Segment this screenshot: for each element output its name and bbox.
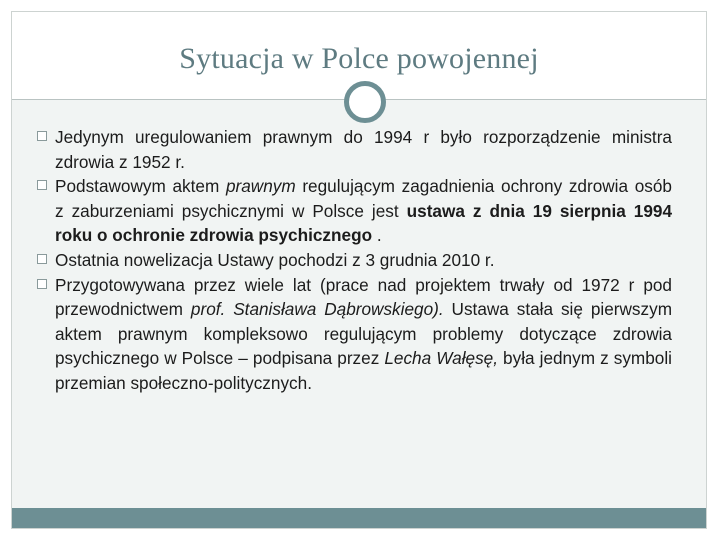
bullet-list <box>37 125 672 396</box>
square-bullet-icon <box>37 131 47 141</box>
bullet-text: Podstawowym aktem <box>55 176 226 197</box>
circle-ring-icon <box>344 81 386 123</box>
footer-bar <box>12 508 706 528</box>
bullet-text-bold: ustawa z dnia 19 sierpnia 1994 roku o ochronie zdrowia psychicznego <box>55 200 672 246</box>
square-bullet-icon <box>37 279 47 289</box>
bullet-item <box>37 273 672 396</box>
slide-title: Sytuacja w Polce powojennej <box>179 42 539 75</box>
square-bullet-icon <box>37 180 47 190</box>
bullet-item <box>37 125 672 174</box>
bullet-text: Jedynym uregulowaniem prawnym do 1994 r było rozporządzenie ministra zdrowia z 1952 r. <box>55 127 672 172</box>
bullet-item <box>37 248 672 273</box>
bullet-text: . <box>372 225 382 246</box>
bullet-text: Przygotowywana przez wiele lat (prace nad projektem trwały od 1972 r pod przewodnictwem <box>55 274 672 320</box>
square-bullet-icon <box>37 254 47 264</box>
bullet-text: regulującym zagadnienia ochrony zdrowia osób z zaburzeniami psychicznymi w Polsce jest <box>55 176 672 221</box>
bullet-text-italic: Lecha Wałęsę, <box>384 348 498 369</box>
bullet-text-italic: prawnym <box>225 176 296 197</box>
bullet-text: Ostatnia nowelizacja Ustawy pochodzi z 3 grudnia 2010 r. <box>55 249 495 270</box>
bullet-text: była jednym z symboli przemian społeczno-politycznych. <box>55 348 672 393</box>
bullet-item <box>37 174 672 248</box>
bullet-text: Ustawa stała się pierwszym aktem prawnym kompleksowo regulującym problemy dotyczące zdrowia psychicznego w Polsce – podpisana przez <box>55 299 673 369</box>
bullet-text-italic: prof. Stanisława Dąbrowskiego). <box>190 299 444 320</box>
